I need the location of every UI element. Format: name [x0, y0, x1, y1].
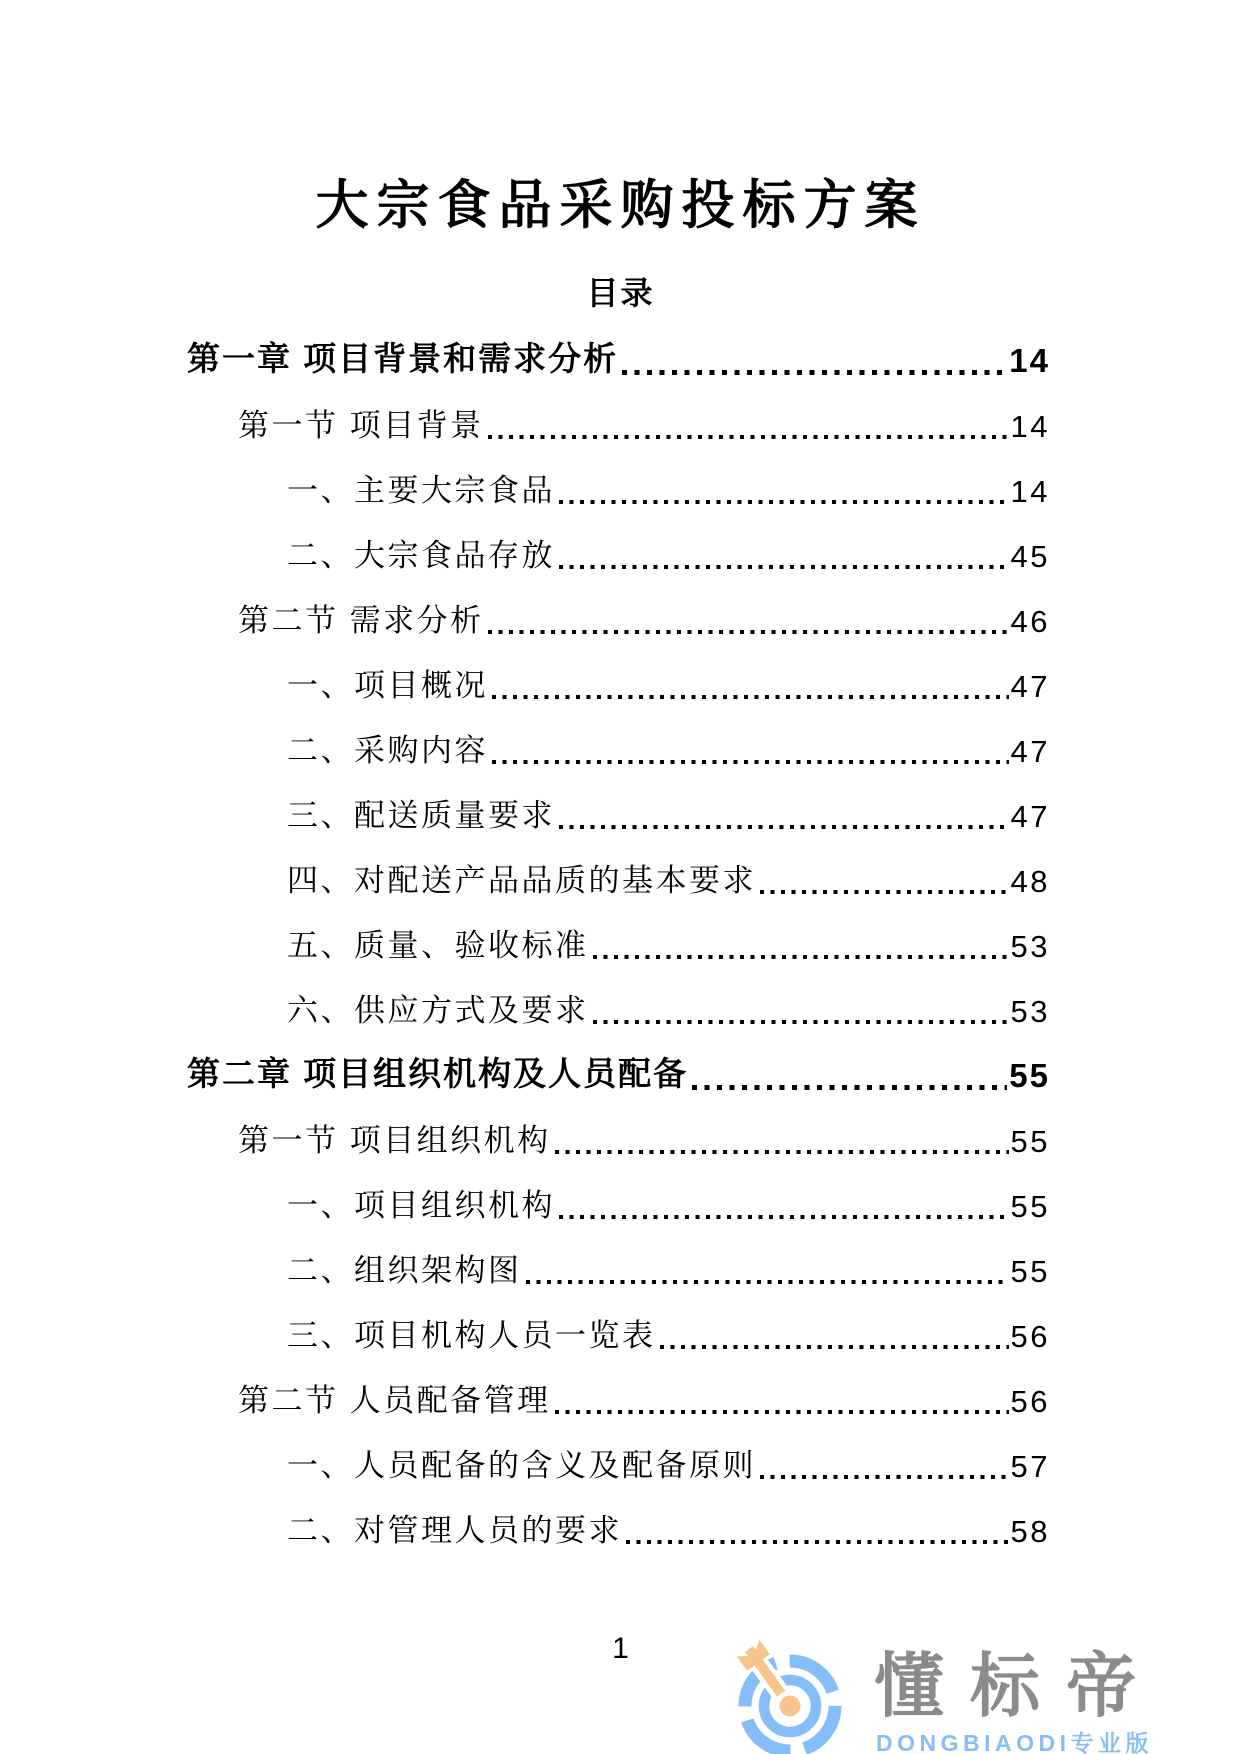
toc-entry-page: 57	[1010, 1449, 1050, 1484]
toc-heading: 目录	[586, 275, 655, 311]
toc-entry[interactable]	[187, 650, 1050, 715]
dot-leader	[492, 671, 1009, 705]
toc-entry-page: 48	[1010, 864, 1050, 899]
toc-entry-label: 二、采购内容	[287, 733, 488, 768]
toc-entry-page: 45	[1010, 539, 1050, 574]
toc-entry[interactable]	[187, 1040, 1050, 1105]
dot-leader	[559, 1191, 1009, 1225]
toc-entry-page: 56	[1010, 1319, 1050, 1354]
toc-entry[interactable]	[187, 975, 1050, 1040]
dot-leader	[555, 1386, 1009, 1420]
table-of-contents	[187, 325, 1050, 1560]
toc-entry-page: 46	[1010, 604, 1050, 639]
toc-entry-label: 一、主要大宗食品	[287, 473, 555, 508]
dot-leader	[492, 736, 1009, 770]
dot-leader	[488, 606, 1009, 640]
dot-leader	[488, 411, 1009, 445]
toc-entry-label: 三、项目机构人员一览表	[287, 1318, 656, 1353]
dot-leader	[622, 346, 1007, 380]
toc-entry[interactable]	[187, 845, 1050, 910]
toc-entry-label: 六、供应方式及要求	[287, 993, 589, 1028]
toc-entry-page: 14	[1010, 474, 1050, 509]
watermark-brand-name: 懂标帝	[874, 1647, 1162, 1725]
toc-entry[interactable]	[187, 1235, 1050, 1300]
footer-page-number: 1	[612, 1632, 629, 1665]
toc-entry-page: 47	[1010, 799, 1050, 834]
toc-entry-label: 第二章 项目组织机构及人员配备	[187, 1055, 689, 1092]
dot-leader	[559, 801, 1009, 835]
watermark-brand-subtitle: DONGBIAODI专业版	[876, 1730, 1153, 1754]
dot-leader	[559, 476, 1009, 510]
toc-entry-page: 55	[1010, 1124, 1050, 1159]
dot-leader	[555, 1126, 1009, 1160]
toc-entry[interactable]	[187, 390, 1050, 455]
toc-entry-label: 一、人员配备的含义及配备原则	[287, 1448, 756, 1483]
toc-entry-label: 第二节 人员配备管理	[238, 1383, 551, 1418]
toc-entry-label: 四、对配送产品品质的基本要求	[287, 863, 756, 898]
toc-entry[interactable]	[187, 520, 1050, 585]
toc-entry-label: 五、质量、验收标准	[287, 928, 589, 963]
dot-leader	[593, 931, 1009, 965]
toc-entry-label: 第一节 项目组织机构	[238, 1123, 551, 1158]
toc-entry-label: 三、配送质量要求	[287, 798, 555, 833]
toc-entry-page: 56	[1010, 1384, 1050, 1419]
toc-entry[interactable]	[187, 1300, 1050, 1365]
dot-leader	[760, 866, 1009, 900]
dot-leader	[559, 541, 1009, 575]
toc-entry-page: 58	[1010, 1514, 1050, 1549]
toc-entry-page: 55	[1010, 1189, 1050, 1224]
toc-entry[interactable]	[187, 1170, 1050, 1235]
toc-entry-page: 14	[1009, 342, 1050, 379]
toc-entry-page: 55	[1010, 1254, 1050, 1289]
toc-entry[interactable]	[187, 1365, 1050, 1430]
document-title: 大宗食品采购投标方案	[315, 176, 926, 235]
toc-entry-page: 55	[1009, 1057, 1050, 1094]
dot-leader	[692, 1061, 1007, 1095]
dot-leader	[760, 1451, 1009, 1485]
toc-entry[interactable]	[187, 325, 1050, 390]
toc-entry[interactable]	[187, 585, 1050, 650]
toc-entry-label: 二、大宗食品存放	[287, 538, 555, 573]
toc-entry[interactable]	[187, 715, 1050, 780]
toc-entry-page: 47	[1010, 669, 1050, 704]
dot-leader	[526, 1256, 1009, 1290]
toc-entry[interactable]	[187, 1105, 1050, 1170]
toc-entry[interactable]	[187, 1430, 1050, 1495]
toc-entry-label: 一、项目概况	[287, 668, 488, 703]
toc-entry-label: 第一章 项目背景和需求分析	[187, 340, 619, 377]
toc-entry[interactable]	[187, 455, 1050, 520]
toc-entry-label: 第一节 项目背景	[238, 408, 484, 443]
toc-entry-page: 53	[1010, 994, 1050, 1029]
toc-entry-label: 第二节 需求分析	[238, 603, 484, 638]
dot-leader	[593, 996, 1009, 1030]
toc-entry-label: 二、对管理人员的要求	[287, 1513, 622, 1548]
toc-entry-page: 14	[1010, 409, 1050, 444]
toc-entry-label: 二、组织架构图	[287, 1253, 522, 1288]
toc-entry[interactable]	[187, 910, 1050, 975]
toc-entry-page: 53	[1010, 929, 1050, 964]
dot-leader	[660, 1321, 1009, 1355]
toc-entry-page: 47	[1010, 734, 1050, 769]
toc-entry[interactable]	[187, 780, 1050, 845]
toc-entry-label: 一、项目组织机构	[287, 1188, 555, 1223]
dot-leader	[626, 1516, 1009, 1550]
toc-entry[interactable]	[187, 1495, 1050, 1560]
